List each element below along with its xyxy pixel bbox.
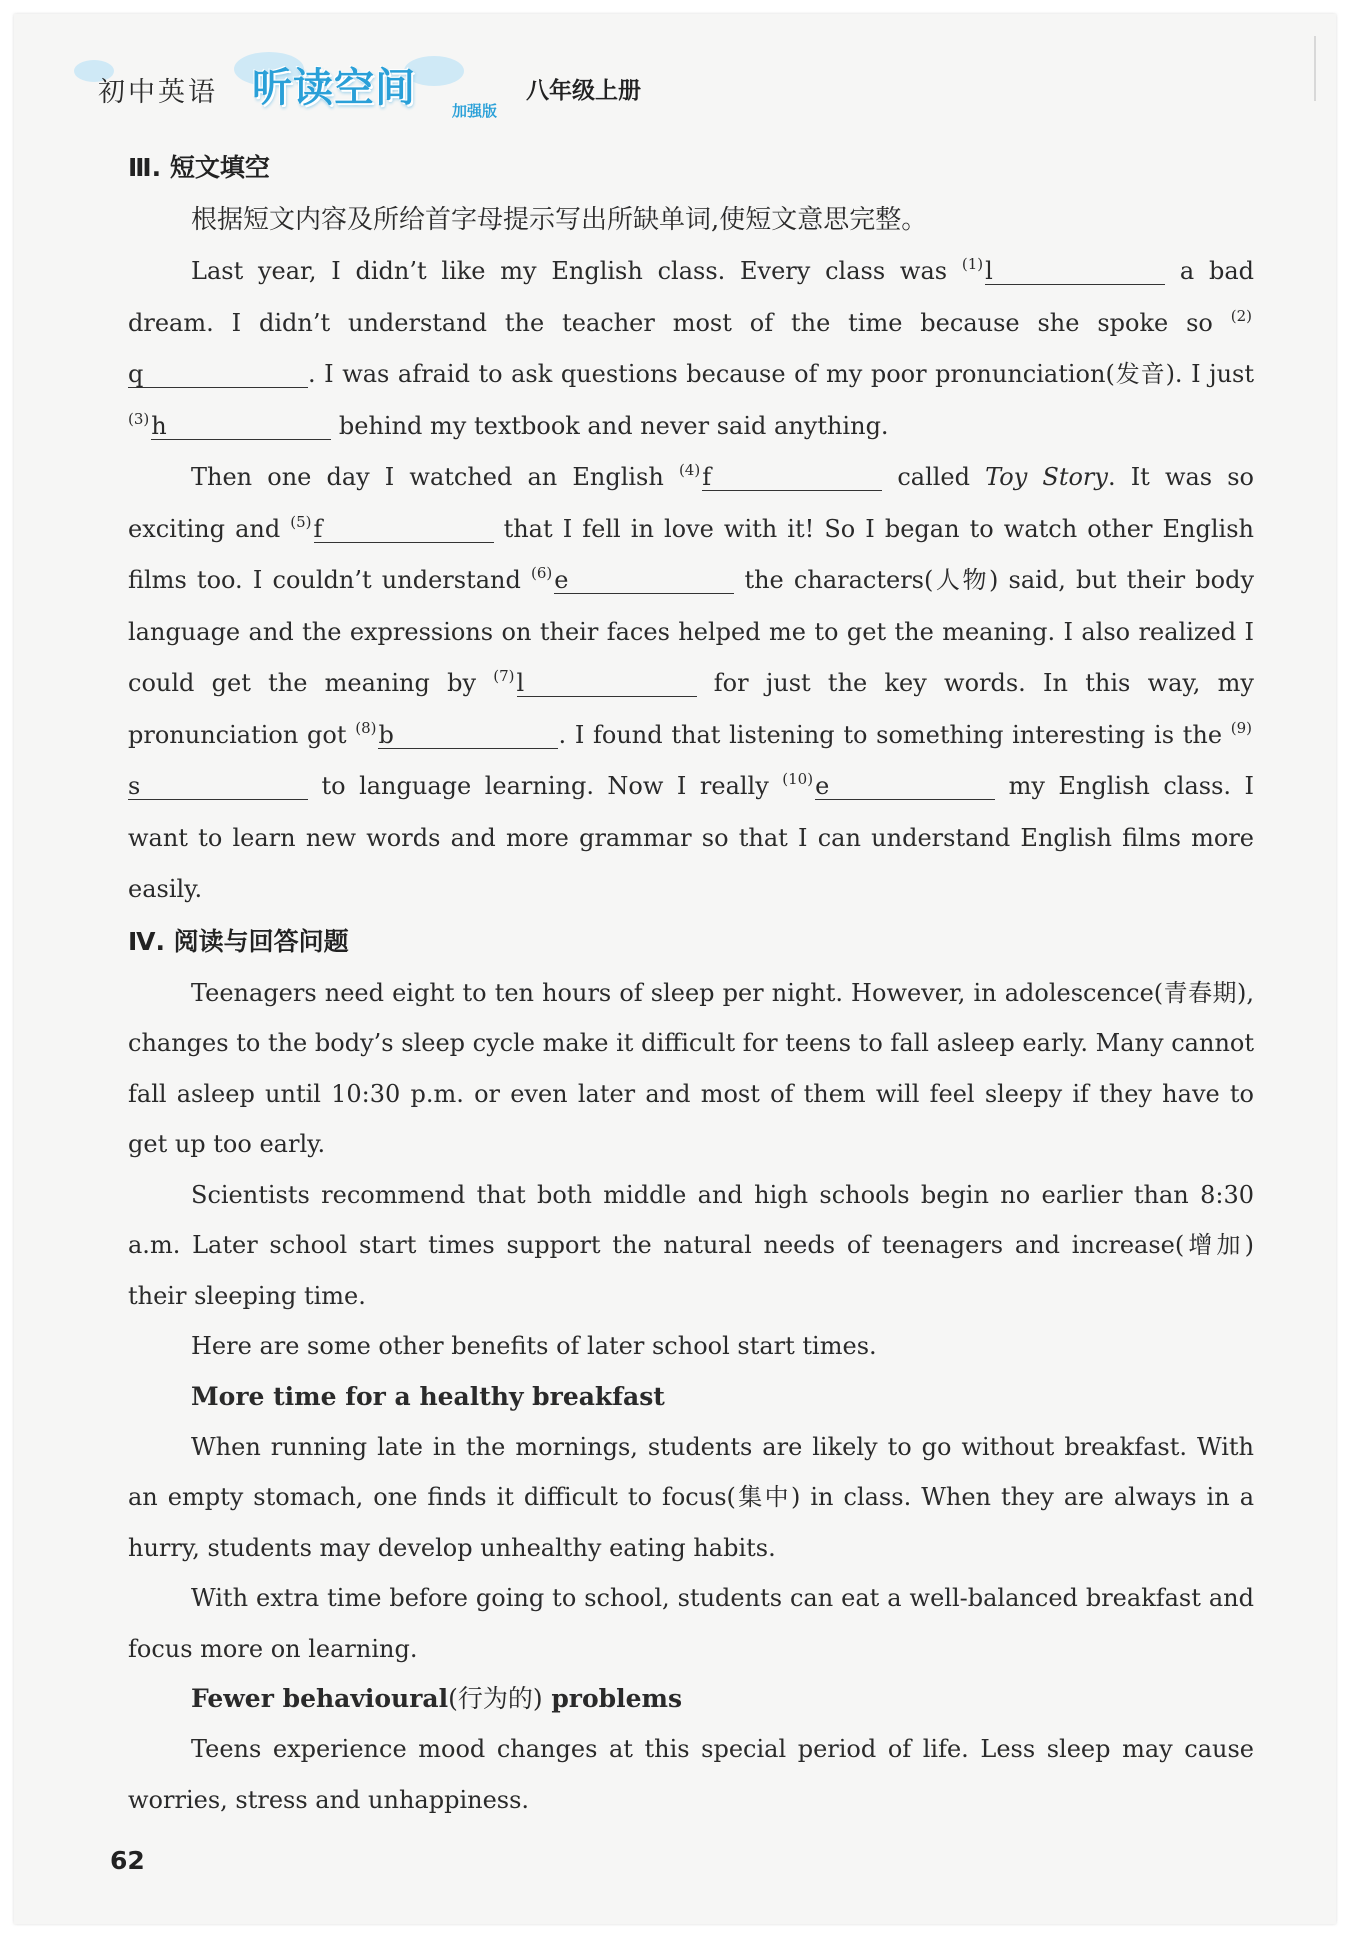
blank-1-input[interactable]: l <box>985 258 1165 285</box>
subheading-behaviour <box>128 1674 1254 1724</box>
cloze-text: a bad dream. I didn’t understand the teacher most of the time because she spoke so <box>128 257 1254 337</box>
blank-4-input[interactable]: f <box>702 464 882 491</box>
grade-label: 八年级上册 <box>526 78 641 104</box>
section-3-title: Ⅲ. 短文填空 <box>128 153 270 182</box>
reading-paragraph-5: With extra time before going to school, students can eat a well-balanced breakfast and focus more on learning. <box>128 1584 1254 1663</box>
cloze-text: my English class. I want to learn new words and more grammar so that I can understand English films more easily. <box>128 772 1254 903</box>
section-3-instruction: 根据短文内容及所给首字母提示写出所缺单词,使短文意思完整。 <box>191 205 928 235</box>
cloze-text: behind my textbook and never said anything. <box>331 411 889 440</box>
blank-2-input[interactable]: q <box>128 361 308 388</box>
blank-number-9: (9) <box>1230 718 1253 737</box>
cloze-text: Last year, I didn’t like my English class. Every class was <box>191 257 962 285</box>
cloze-paragraph-1 <box>128 246 1254 452</box>
cloze-text: . I was afraid to ask questions because of my poor pronunciation(发音). I just <box>308 360 1254 388</box>
section-4-title: Ⅳ. 阅读与回答问题 <box>128 926 349 956</box>
cloze-text: called <box>882 463 986 491</box>
reading-paragraph-2: Scientists recommend that both middle and high schools begin no earlier than 8:30 a.m. Later school start times support the natural needs of teenagers and increase(增加) their sleeping time. <box>128 1180 1254 1310</box>
cloze-text: for just the key words. In this way, my pronunciation got <box>128 669 1254 749</box>
blank-number-10: (10) <box>782 770 814 788</box>
blank-number-4: (4) <box>678 461 701 479</box>
blank-number-7: (7) <box>493 667 515 685</box>
reading-paragraph-1: Teenagers need eight to ten hours of sleep per night. However, in adolescence(青春期), changes to the body’s sleep cycle make it difficult for teens to fall asleep early. Many cannot fall asleep until 10:30 p.m. or even later and most of them will feel sleepy if they have to get up too early. <box>128 978 1254 1158</box>
subheading-text: Fewer behavioural <box>191 1684 449 1713</box>
subheading-breakfast: More time for a healthy breakfast <box>191 1381 665 1411</box>
blank-number-1: (1) <box>961 255 984 273</box>
cloze-text: to language learning. Now I really <box>308 772 783 800</box>
cloze-text: . I found that listening to something interesting is the <box>558 720 1231 749</box>
cloze-text: the characters(人物) said, but their body language and the expressions on their faces helped me to get the meaning. I also realized I could get the meaning by <box>128 566 1254 697</box>
page-number: 62 <box>110 1846 145 1875</box>
margin-rule <box>1314 36 1316 101</box>
series-title: 初中英语 <box>98 77 218 108</box>
brand-logo: 听读空间 <box>252 65 416 111</box>
blank-number-3: (3) <box>128 409 150 428</box>
blank-10-input[interactable]: e <box>815 773 995 800</box>
blank-8-input[interactable]: b <box>378 722 558 749</box>
subheading-text: problems <box>542 1684 683 1713</box>
brand-edition: 加强版 <box>452 102 498 120</box>
cloze-text: that I fell in love with it! So I began to watch other English films too. I couldn’t understand <box>128 514 1254 594</box>
page-content <box>128 142 1254 1825</box>
film-title: Toy Story <box>985 463 1108 491</box>
document-page <box>14 14 1336 1924</box>
page-header <box>74 52 674 126</box>
blank-6-input[interactable]: e <box>554 567 734 594</box>
reading-paragraph-6: Teens experience mood changes at this special period of life. Less sleep may cause worries, stress and unhappiness. <box>128 1735 1254 1814</box>
blank-7-input[interactable]: l <box>517 670 697 697</box>
cloze-paragraph-2 <box>128 452 1254 916</box>
blank-number-5: (5) <box>290 512 312 531</box>
blank-3-input[interactable]: h <box>151 413 331 440</box>
cloze-text: . It was so exciting and <box>128 463 1254 543</box>
subheading-gloss: (行为的) <box>448 1684 543 1713</box>
reading-paragraph-3: Here are some other benefits of later school start times. <box>191 1332 877 1360</box>
blank-5-input[interactable]: f <box>314 516 494 543</box>
blank-number-2: (2) <box>1230 306 1252 325</box>
blank-number-8: (8) <box>355 718 377 737</box>
blank-number-6: (6) <box>531 564 553 582</box>
reading-paragraph-4: When running late in the mornings, students are likely to go without breakfast. With an empty stomach, one finds it difficult to focus(集中) in class. When they are always in a hurry, students may develop unhealthy eating habits. <box>128 1432 1254 1562</box>
blank-9-input[interactable]: s <box>128 773 308 800</box>
cloze-text: Then one day I watched an English <box>191 463 679 491</box>
